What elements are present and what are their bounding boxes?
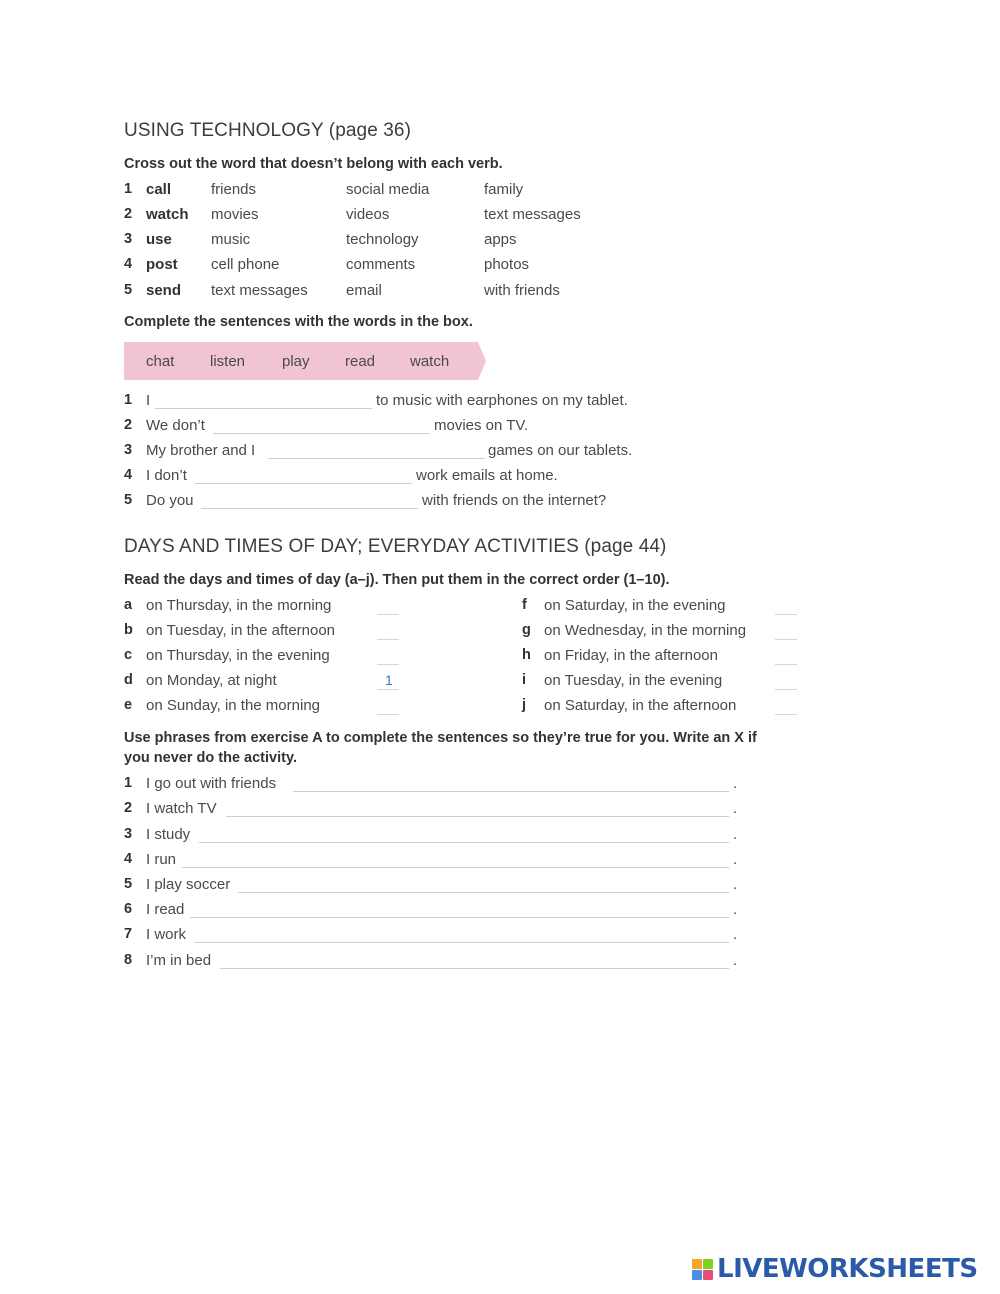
item-text: on Sunday, in the morning [146,697,321,714]
sentence-start: My brother and I [146,442,256,459]
item-letter: h [522,647,531,663]
item-letter: a [124,597,133,613]
sentence-start: I’m in bed [146,952,212,969]
sentence-number: 2 [124,800,133,816]
row-number: 4 [124,256,133,272]
sentence-number: 4 [124,851,133,867]
word-option[interactable]: movies [211,206,259,223]
sentence-end: work emails at home. [416,467,558,484]
sentence-number: 7 [124,926,133,942]
word-option[interactable]: cell phone [211,256,280,273]
sentence-number: 5 [124,876,133,892]
order-blank[interactable] [377,714,399,715]
sentence-period: . [733,851,738,868]
item-letter: b [124,622,133,638]
sentence-start: I study [146,826,191,843]
item-text: on Thursday, in the morning [146,597,332,614]
answer-blank[interactable] [238,892,729,893]
word-option[interactable]: family [484,181,524,198]
item-text: on Saturday, in the evening [544,597,726,614]
section-title-days: DAYS AND TIMES OF DAY; EVERYDAY ACTIVITIES (page 44) [124,536,667,557]
verb: post [146,256,178,273]
answer-blank[interactable] [195,483,412,484]
word-option[interactable]: comments [346,256,416,273]
order-blank[interactable] [377,614,399,615]
sentence-start: We don’t [146,417,205,434]
item-text: on Friday, in the afternoon [544,647,718,664]
answer-blank[interactable] [194,942,729,943]
verb: send [146,282,182,299]
word-option[interactable]: friends [211,181,257,198]
logo-square [703,1270,713,1280]
answer-blank[interactable] [199,842,729,843]
item-letter: f [522,597,527,613]
sentence-period: . [733,800,738,817]
logo-grid-icon [692,1259,713,1280]
answer-blank[interactable] [220,968,729,969]
logo-text: LIVEWORKSHEETS [717,1254,978,1284]
sentence-number: 8 [124,952,133,968]
answer-blank[interactable] [201,508,418,509]
order-blank[interactable] [775,664,797,665]
item-letter: c [124,647,133,663]
item-text: on Wednesday, in the morning [544,622,747,639]
word-box-item: watch [410,353,450,370]
word-option[interactable]: apps [484,231,517,248]
sentence-period: . [733,876,738,893]
logo-square [692,1270,702,1280]
order-blank[interactable] [377,664,399,665]
word-option[interactable]: with friends [484,282,560,299]
sentence-start: I play soccer [146,876,231,893]
row-number: 3 [124,231,133,247]
logo-square [692,1259,702,1269]
sentence-number: 2 [124,417,133,433]
item-text: on Thursday, in the evening [146,647,330,664]
word-option[interactable]: email [346,282,382,299]
sentence-number: 3 [124,442,133,458]
order-blank[interactable] [775,714,797,715]
sentence-start: I run [146,851,177,868]
exercise-b-instruction: Complete the sentences with the words in the box. [124,314,473,330]
verb: watch [146,206,189,223]
order-answer[interactable]: 1 [385,672,393,688]
item-letter: d [124,672,133,688]
sentence-number: 3 [124,826,133,842]
order-blank[interactable] [775,614,797,615]
row-number: 2 [124,206,133,222]
exercise-a-instruction: Cross out the word that doesn’t belong with each verb. [124,156,503,172]
logo-square [703,1259,713,1269]
word-box-item: play [282,353,310,370]
answer-blank[interactable] [268,458,485,459]
sentence-number: 4 [124,467,133,483]
item-letter: j [522,697,527,713]
sentence-number: 1 [124,775,133,791]
item-letter: e [124,697,133,713]
answer-blank[interactable] [226,816,729,817]
order-blank[interactable] [775,639,797,640]
sentence-end: movies on TV. [434,417,529,434]
sentence-start: I work [146,926,187,943]
answer-blank[interactable] [190,917,729,918]
word-option[interactable]: videos [346,206,390,223]
row-number: 5 [124,282,133,298]
verb: use [146,231,172,248]
word-option[interactable]: photos [484,256,530,273]
sentence-start: I don’t [146,467,187,484]
item-text: on Tuesday, in the afternoon [146,622,336,639]
sentence-period: . [733,775,738,792]
sentence-number: 6 [124,901,133,917]
sentence-period: . [733,901,738,918]
item-letter: i [522,672,527,688]
item-letter: g [522,622,531,638]
item-text: on Monday, at night [146,672,277,689]
answer-blank[interactable] [155,408,372,409]
word-option[interactable]: text messages [484,206,581,223]
exercise-a-instruction: Read the days and times of day (a–j). Then put them in the correct order (1–10). [124,572,670,588]
exercise-b-instruction-line2: you never do the activity. [124,750,297,766]
sentence-period: . [733,926,738,943]
answer-blank[interactable] [182,867,729,868]
word-option[interactable]: text messages [211,282,308,299]
sentence-period: . [733,952,738,969]
sentence-period: . [733,826,738,843]
order-blank[interactable] [775,689,797,690]
answer-blank[interactable] [213,433,430,434]
sentence-start: I go out with friends [146,775,277,792]
word-box-item: chat [146,353,175,370]
item-text: on Tuesday, in the evening [544,672,723,689]
exercise-b-instruction-line1: Use phrases from exercise A to complete the sentences so they’re true for you. Write an X if [124,730,757,746]
word-option[interactable]: social media [346,181,430,198]
sentence-end: with friends on the internet? [422,492,607,509]
sentence-end: to music with earphones on my tablet. [376,392,628,409]
item-text: on Saturday, in the afternoon [544,697,737,714]
order-blank[interactable] [377,639,399,640]
liveworksheets-logo [692,1254,978,1284]
sentence-start: Do you [146,492,194,509]
word-box-item: read [345,353,376,370]
sentence-end: games on our tablets. [488,442,633,459]
row-number: 1 [124,181,133,197]
verb: call [146,181,172,198]
sentence-number: 5 [124,492,133,508]
section-title-technology: USING TECHNOLOGY (page 36) [124,120,411,141]
answer-blank[interactable] [293,791,729,792]
word-option[interactable]: technology [346,231,419,248]
word-option[interactable]: music [211,231,251,248]
word-box-item: listen [210,353,246,370]
sentence-start: I [146,392,151,409]
sentence-start: I watch TV [146,800,217,817]
order-blank[interactable] [377,689,399,690]
sentence-start: I read [146,901,185,918]
sentence-number: 1 [124,392,133,408]
